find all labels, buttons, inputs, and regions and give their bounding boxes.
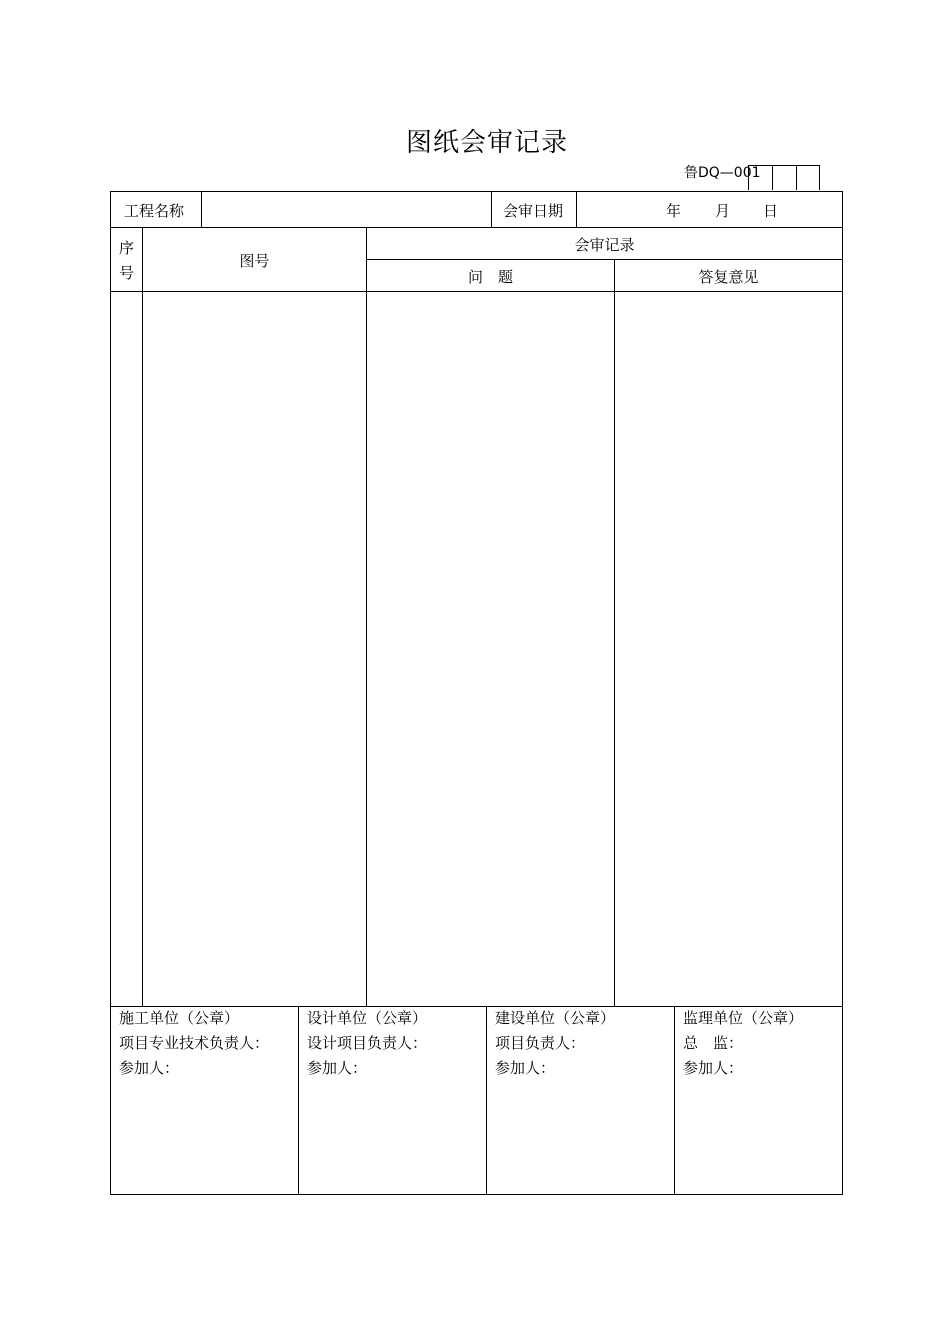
- date-year: 年: [666, 202, 682, 220]
- code-box[interactable]: [772, 165, 796, 190]
- reply-header: 答复意见: [698, 268, 759, 286]
- page-title: 图纸会审记录: [405, 128, 568, 158]
- review-date-label: 会审日期: [503, 202, 564, 220]
- col-divider: [486, 1006, 487, 1194]
- form-code-boxes: [748, 165, 820, 190]
- signature-unit: 施工单位（公章）: [119, 1009, 240, 1027]
- supervision-unit-signature[interactable]: [683, 1006, 803, 1081]
- problem-header: 问 题: [467, 268, 513, 286]
- project-name-label: 工程名称: [124, 202, 185, 220]
- signature-person: 设计项目负责人：: [307, 1034, 428, 1052]
- signature-participants: 参加人：: [119, 1059, 180, 1077]
- design-unit-signature[interactable]: [307, 1006, 427, 1081]
- seq-header-2: 号: [119, 264, 135, 282]
- col-divider: [491, 192, 492, 227]
- col-divider: [674, 1006, 675, 1194]
- project-name-field[interactable]: [202, 193, 490, 226]
- problem-cell[interactable]: [367, 292, 614, 1006]
- signature-person: 项目专业技术负责人：: [119, 1034, 270, 1052]
- drawing-no-header: 图号: [239, 252, 270, 270]
- signature-participants: 参加人：: [307, 1059, 368, 1077]
- signature-unit: 设计单位（公章）: [307, 1009, 428, 1027]
- date-month: 月: [715, 202, 731, 220]
- row-divider: [111, 227, 842, 228]
- col-divider: [298, 1006, 299, 1194]
- review-record-header: 会审记录: [574, 236, 635, 254]
- signature-person: 总 监：: [683, 1034, 744, 1052]
- construction-unit-signature[interactable]: [119, 1006, 269, 1081]
- form-code: 鲁DQ—001: [684, 165, 761, 181]
- seq-column-cell[interactable]: [111, 292, 142, 1006]
- reply-cell[interactable]: [615, 292, 842, 1006]
- date-day: 日: [763, 202, 779, 220]
- signature-participants: 参加人：: [495, 1059, 556, 1077]
- row-divider: [366, 259, 842, 260]
- signature-unit: 建设单位（公章）: [495, 1009, 616, 1027]
- signature-participants: 参加人：: [683, 1059, 744, 1077]
- code-box[interactable]: [748, 165, 772, 190]
- drawing-no-cell[interactable]: [143, 292, 366, 1006]
- owner-unit-signature[interactable]: [495, 1006, 615, 1081]
- signature-unit: 监理单位（公章）: [683, 1009, 804, 1027]
- code-box[interactable]: [796, 165, 820, 190]
- review-date-field[interactable]: [577, 193, 842, 226]
- signature-person: 项目负责人：: [495, 1034, 586, 1052]
- review-form-table: [110, 191, 843, 1195]
- seq-header-1: 序: [119, 239, 135, 257]
